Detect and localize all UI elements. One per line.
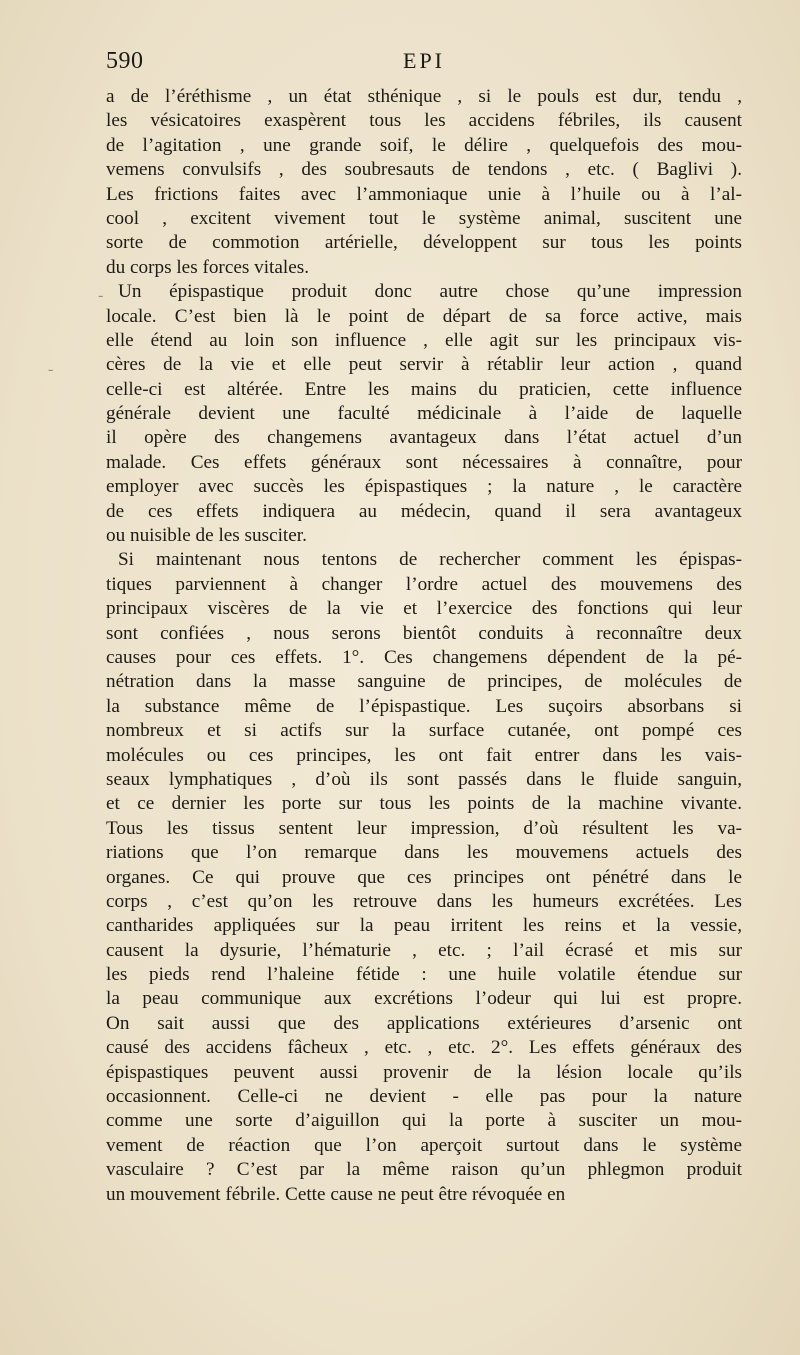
text-line: Tous les tissus sentent leur impression, d’où résultent les va-: [106, 817, 742, 839]
text-line: causes pour ces effets. 1°. Ces changemens dépendent de la pé-: [106, 646, 742, 668]
text-line: On sait aussi que des applications extérieures d’arsenic ont: [106, 1012, 742, 1034]
text-line: causent la dysurie, l’hématurie , etc. ; l’ail écrasé et mis sur: [106, 939, 742, 961]
text-line: a de l’éréthisme , un état sthénique , si le pouls est dur, tendu ,: [106, 86, 742, 107]
text-line: Les frictions faites avec l’ammoniaque unie à l’huile ou à l’al-: [106, 183, 742, 205]
text-line: comme une sorte d’aiguillon qui la porte à susciter un mou-: [106, 1110, 742, 1132]
text-line: occasionnent. Celle-ci ne devient - elle pas pour la nature: [106, 1086, 742, 1108]
text-line: corps , c’est qu’on les retrouve dans les humeurs excrétées. Les: [106, 890, 742, 912]
text-line: nombreux et si actifs sur la surface cutanée, ont pompé ces: [106, 720, 742, 742]
text-line: nétration dans la masse sanguine de principes, de molécules de: [106, 671, 742, 693]
text-line: vasculaire ? C’est par la même raison qu’un phlegmon produit: [106, 1159, 742, 1181]
text-line: et ce dernier les porte sur tous les points de la machine vivante.: [106, 793, 742, 815]
text-line: il opère des changemens avantageux dans l’état actuel d’un: [106, 427, 742, 449]
text-line: de l’agitation , une grande soif, le délire , quelquefois des mou-: [106, 134, 742, 156]
text-line: seaux lymphatiques , d’où ils sont passés dans le fluide sanguin,: [106, 768, 742, 790]
text-line: causé des accidens fâcheux , etc. , etc. 2°. Les effets généraux des: [106, 1037, 742, 1059]
text-line: la peau communique aux excrétions l’odeur qui lui est propre.: [106, 988, 742, 1010]
text-line: vement de réaction que l’on aperçoit surtout dans le système: [106, 1134, 742, 1156]
text-line: cantharides appliquées sur la peau irritent les reins et la vessie,: [106, 915, 742, 937]
text-line: générale devient une faculté médicinale à l’aide de laquelle: [106, 403, 742, 425]
running-head: EPI: [403, 48, 445, 73]
text-line: employer avec succès les épispastiques ; la nature , le caractère: [106, 476, 742, 498]
page-number: 590: [106, 48, 144, 74]
text-line: les vésicatoires exaspèrent tous les accidens fébriles, ils causent: [106, 110, 742, 132]
text-line: organes. Ce qui prouve que ces principes ont pénétré dans le: [106, 866, 742, 888]
margin-dash-mark: -: [48, 361, 54, 378]
text-line: sorte de commotion artérielle, développent sur tous les points: [106, 232, 742, 254]
text-line: épispastiques peuvent aussi provenir de la lésion locale qu’ils: [106, 1061, 742, 1083]
text-line: vemens convulsifs , des soubresauts de tendons , etc. ( Baglivi ).: [106, 159, 742, 181]
text-line: molécules ou ces principes, les ont fait entrer dans les vais-: [106, 744, 742, 766]
text-line: sont confiées , nous serons bientôt conduits à reconnaître deux: [106, 622, 742, 644]
text-line: principaux viscères de la vie et l’exercice des fonctions qui leur: [106, 598, 742, 620]
text-line: cool , excitent vivement tout le système animal, suscitent une: [106, 207, 742, 229]
text-line: de ces effets indiquera au médecin, quand il sera avantageux: [106, 500, 742, 522]
text-line: malade. Ces effets généraux sont nécessaires à connaître, pour: [106, 451, 742, 473]
page-header: [106, 48, 742, 82]
text-line: cères de la vie et elle peut servir à rétablir leur action , quand: [106, 354, 742, 376]
text-line: un mouvement fébrile. Cette cause ne peut être révoquée en: [106, 1183, 566, 1205]
body-text: [106, 85, 742, 1207]
text-line: Si maintenant nous tentons de rechercher comment les épispas-: [118, 549, 742, 571]
margin-dash-mark: -: [98, 287, 104, 304]
text-line: Un épispastique produit donc autre chose qu’une impression: [118, 281, 742, 303]
text-line: tiques parviennent à changer l’ordre actuel des mouvemens des: [106, 573, 742, 595]
text-line: elle étend au loin son influence , elle agit sur les principaux vis-: [106, 329, 742, 351]
text-line: locale. C’est bien là le point de départ de sa force active, mais: [106, 305, 742, 327]
text-line: riations que l’on remarque dans les mouvemens actuels des: [106, 842, 742, 864]
text-line: la substance même de l’épispastique. Les suçoirs absorbans si: [106, 695, 742, 717]
text-line: du corps les forces vitales.: [106, 256, 310, 278]
text-line: ou nuisible de les susciter.: [106, 525, 307, 547]
text-line: les pieds rend l’haleine fétide : une huile volatile étendue sur: [106, 964, 742, 986]
text-line: celle-ci est altérée. Entre les mains du praticien, cette influence: [106, 378, 742, 400]
